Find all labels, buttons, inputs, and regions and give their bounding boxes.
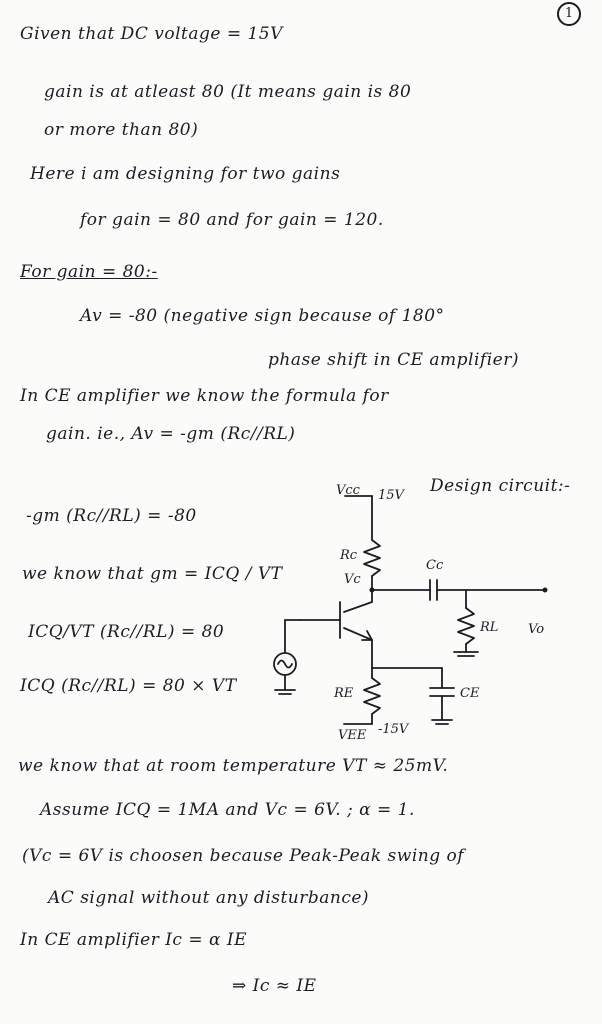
line-room-temperature: we know that at room temperature VT ≈ 25mV. [18,756,449,776]
re-label: RE [334,686,354,701]
line-ic-approx-ie: ⇒ Ic ≈ IE [232,976,317,996]
line-av-negative: Av = -80 (negative sign because of 180° [80,306,445,326]
line-phase-shift: phase shift in CE amplifier) [268,350,519,370]
line-gain-values: for gain = 80 and for gain = 120. [80,210,384,230]
rc-label: Rc [340,548,358,563]
line-gain-atleast: gain is at atleast 80 (It means gain is 80 [44,82,412,102]
line-ic-alpha-ie: In CE amplifier Ic = α IE [20,930,248,950]
page-number: 1 [557,2,581,26]
ce-label: CE [460,686,480,701]
rl-label: RL [480,620,499,635]
vcc-value: 15V [378,488,404,503]
vcc-label: Vcc [336,483,360,498]
line-or-more: or more than 80) [44,120,199,140]
design-circuit-title: Design circuit:- [430,476,571,496]
vee-value: -15V [378,722,409,737]
vee-label: VEE [338,728,367,743]
line-icq-product: ICQ (Rc//RL) = 80 × VT [20,676,237,696]
line-ac-signal: AC signal without any disturbance) [48,888,370,908]
line-given-dc-voltage: Given that DC voltage = 15V [20,24,283,44]
section-heading-gain-80: For gain = 80:- [20,262,158,282]
line-gm-equation: -gm (Rc//RL) = -80 [26,506,197,526]
line-gain-formula: gain. ie., Av = -gm (Rc//RL) [46,424,296,444]
vc-label: Vc [344,572,361,587]
line-gm-definition: we know that gm = ICQ / VT [22,564,283,584]
cc-label: Cc [426,558,444,573]
line-icq-ratio: ICQ/VT (Rc//RL) = 80 [28,622,225,642]
vo-label: Vo [528,622,545,637]
line-assumptions: Assume ICQ = 1MA and Vc = 6V. ; α = 1. [40,800,415,820]
line-ce-formula: In CE amplifier we know the formula for [20,386,389,406]
line-two-gains: Here i am designing for two gains [30,164,341,184]
line-vc-reason: (Vc = 6V is choosen because Peak-Peak swing of [22,846,465,866]
